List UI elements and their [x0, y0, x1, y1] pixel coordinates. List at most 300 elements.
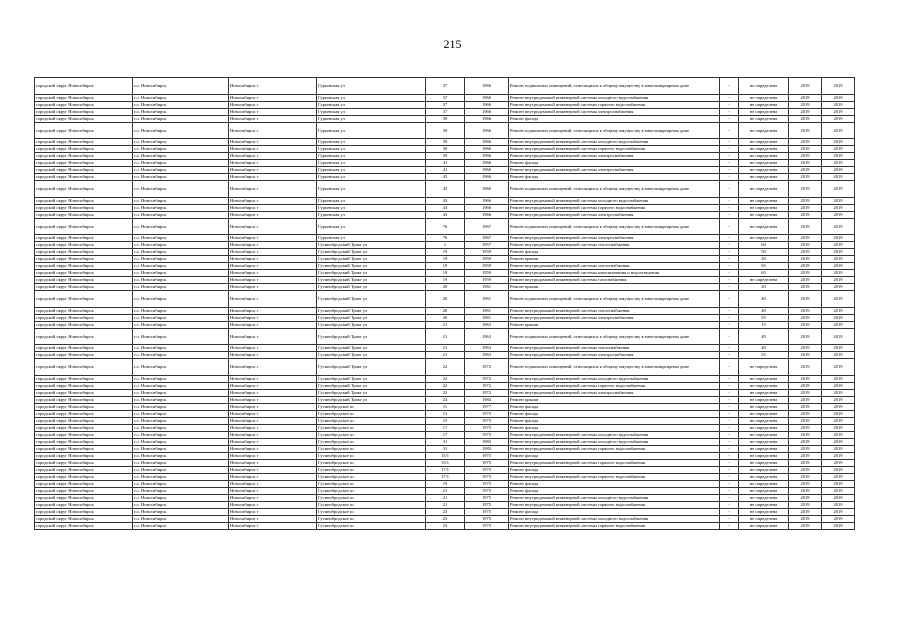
table-row [35, 211, 855, 218]
street-cell: Гусинобродский Тракт ул [317, 249, 426, 256]
house-number-cell: 39 [426, 153, 465, 160]
work-type-cell: Ремонт внутридомовой инженерной системы теплоснабжения [509, 345, 720, 352]
house-number-cell: 17/1 [426, 466, 465, 473]
house-number-cell: 20 [426, 284, 465, 291]
plan-start-cell: 2019 [789, 263, 822, 270]
volume-cell: - [720, 508, 739, 515]
volume-cell: - [720, 146, 739, 153]
volume-cell: - [720, 174, 739, 181]
plan-end-cell: 2019 [822, 291, 855, 308]
street-cell: Гусинобродское ш [317, 522, 426, 529]
district-cell: г.о. Новосибирск [133, 160, 229, 167]
plan-end-cell: 2019 [822, 466, 855, 473]
year-built-cell: 1966 [465, 174, 509, 181]
city-cell: Новосибирск г [229, 122, 317, 139]
house-number-cell: 15/1 [426, 459, 465, 466]
municipality-cell: городской округ Новосибирск [35, 466, 133, 473]
volume-cell: - [720, 167, 739, 174]
city-cell: Новосибирск г [229, 466, 317, 473]
house-number-cell: 76 [426, 218, 465, 235]
street-cell: Гусинобродский Тракт ул [317, 284, 426, 291]
year-built-cell: 1957 [465, 242, 509, 249]
cost-cell: не определена [739, 508, 789, 515]
volume-cell: - [720, 160, 739, 167]
work-type-cell: Ремонт внутридомовой инженерной системы горячего водоснабжения [509, 522, 720, 529]
table-row [35, 459, 855, 466]
house-number-cell: 19 [426, 263, 465, 270]
district-cell: г.о. Новосибирск [133, 263, 229, 270]
work-type-cell: Ремонт внутридомовой инженерной системы холодного водоснабжения [509, 139, 720, 146]
work-type-cell: Ремонт внутридомовой инженерной системы холодного водоснабжения [509, 438, 720, 445]
street-cell: Гусинобродское ш [317, 403, 426, 410]
city-cell: Новосибирск г [229, 115, 317, 122]
work-type-cell: Ремонт подвальных помещений, относящихся к общему имуществу в многоквартирном доме [509, 218, 720, 235]
year-built-cell: 1966 [465, 211, 509, 218]
district-cell: г.о. Новосибирск [133, 235, 229, 242]
plan-start-cell: 2019 [789, 403, 822, 410]
year-built-cell: 1975 [465, 410, 509, 417]
plan-start-cell: 2019 [789, 487, 822, 494]
district-cell: г.о. Новосибирск [133, 270, 229, 277]
table-row [35, 235, 855, 242]
house-number-cell: 17 [426, 431, 465, 438]
plan-start-cell: 2019 [789, 438, 822, 445]
city-cell: Новосибирск г [229, 494, 317, 501]
municipality-cell: городской округ Новосибирск [35, 396, 133, 403]
work-type-cell: Ремонт фасада [509, 249, 720, 256]
street-cell: Гусинобродское ш [317, 417, 426, 424]
cost-cell: не определена [739, 153, 789, 160]
table-row [35, 307, 855, 314]
work-type-cell: Ремонт фасада [509, 424, 720, 431]
year-built-cell: 1966 [465, 204, 509, 211]
cost-cell: не определена [739, 235, 789, 242]
city-cell: Новосибирск г [229, 389, 317, 396]
plan-end-cell: 2019 [822, 284, 855, 291]
volume-cell: - [720, 438, 739, 445]
district-cell: г.о. Новосибирск [133, 167, 229, 174]
house-number-cell: 39 [426, 139, 465, 146]
cost-cell: не определена [739, 396, 789, 403]
table-row [35, 242, 855, 249]
house-number-cell: 39 [426, 115, 465, 122]
house-number-cell: 17/1 [426, 473, 465, 480]
table-row [35, 94, 855, 101]
volume-cell: - [720, 522, 739, 529]
work-type-cell: Ремонт внутридомовой инженерной системы электроснабжения [509, 314, 720, 321]
cost-cell: не определена [739, 359, 789, 376]
plan-end-cell: 2019 [822, 438, 855, 445]
year-built-cell: 1959 [465, 277, 509, 284]
cost-cell: 65 [739, 270, 789, 277]
house-number-cell: 76 [426, 235, 465, 242]
volume-cell: - [720, 277, 739, 284]
house-number-cell: 37 [426, 94, 465, 101]
district-cell: г.о. Новосибирск [133, 204, 229, 211]
municipality-cell: городской округ Новосибирск [35, 146, 133, 153]
street-cell: Гурьевская ул [317, 153, 426, 160]
house-number-cell: 19 [426, 277, 465, 284]
plan-end-cell: 2019 [822, 139, 855, 146]
cost-cell: не определена [739, 473, 789, 480]
year-built-cell: 1959 [465, 256, 509, 263]
work-type-cell: Ремонт внутридомовой инженерной системы электроснабжения [509, 211, 720, 218]
table-row [35, 359, 855, 376]
work-type-cell: Ремонт внутридомовой инженерной системы холодного водоснабжения [509, 494, 720, 501]
work-type-cell: Ремонт внутридомовой инженерной системы горячего водоснабжения [509, 501, 720, 508]
plan-start-cell: 2019 [789, 94, 822, 101]
work-type-cell: Ремонт крыши [509, 396, 720, 403]
table-row [35, 417, 855, 424]
table-row [35, 375, 855, 382]
street-cell: Гурьевская ул [317, 160, 426, 167]
district-cell: г.о. Новосибирск [133, 501, 229, 508]
city-cell: Новосибирск г [229, 480, 317, 487]
plan-start-cell: 2019 [789, 345, 822, 352]
city-cell: Новосибирск г [229, 424, 317, 431]
municipality-cell: городской округ Новосибирск [35, 101, 133, 108]
house-number-cell: 43 [426, 181, 465, 198]
volume-cell: - [720, 501, 739, 508]
house-number-cell: 1 [426, 242, 465, 249]
house-number-cell: 24 [426, 396, 465, 403]
table-row [35, 270, 855, 277]
street-cell: Гусинобродское ш [317, 459, 426, 466]
table-row [35, 263, 855, 270]
plan-start-cell: 2019 [789, 424, 822, 431]
volume-cell: - [720, 108, 739, 115]
district-cell: г.о. Новосибирск [133, 94, 229, 101]
table-row [35, 139, 855, 146]
plan-start-cell: 2019 [789, 101, 822, 108]
plan-end-cell: 2019 [822, 78, 855, 95]
year-built-cell: 1966 [465, 78, 509, 95]
house-number-cell: 15 [426, 417, 465, 424]
municipality-cell: городской округ Новосибирск [35, 242, 133, 249]
plan-end-cell: 2019 [822, 473, 855, 480]
table-row [35, 410, 855, 417]
municipality-cell: городской округ Новосибирск [35, 522, 133, 529]
district-cell: г.о. Новосибирск [133, 218, 229, 235]
district-cell: г.о. Новосибирск [133, 403, 229, 410]
work-type-cell: Ремонт внутридомовой инженерной системы горячего водоснабжения [509, 382, 720, 389]
district-cell: г.о. Новосибирск [133, 139, 229, 146]
volume-cell: - [720, 445, 739, 452]
plan-start-cell: 2019 [789, 431, 822, 438]
street-cell: Гусинобродский Тракт ул [317, 352, 426, 359]
city-cell: Новосибирск г [229, 181, 317, 198]
volume-cell: - [720, 389, 739, 396]
street-cell: Гурьевская ул [317, 139, 426, 146]
cost-cell: 50 [739, 249, 789, 256]
year-built-cell: 1975 [465, 508, 509, 515]
work-type-cell: Ремонт подвальных помещений, относящихся к общему имуществу в многоквартирном доме [509, 181, 720, 198]
house-number-cell: 31 [426, 438, 465, 445]
plan-end-cell: 2019 [822, 501, 855, 508]
plan-end-cell: 2019 [822, 307, 855, 314]
cost-cell: 65 [739, 263, 789, 270]
street-cell: Гусинобродское ш [317, 494, 426, 501]
volume-cell: - [720, 515, 739, 522]
plan-start-cell: 2019 [789, 389, 822, 396]
table-row [35, 473, 855, 480]
street-cell: Гусинобродский Тракт ул [317, 389, 426, 396]
plan-start-cell: 2019 [789, 466, 822, 473]
house-number-cell: 20 [426, 291, 465, 308]
work-type-cell: Ремонт внутридомовой инженерной системы горячего водоснабжения [509, 204, 720, 211]
street-cell: Гурьевская ул [317, 211, 426, 218]
plan-end-cell: 2019 [822, 167, 855, 174]
volume-cell: - [720, 321, 739, 328]
city-cell: Новосибирск г [229, 218, 317, 235]
volume-cell: - [720, 235, 739, 242]
work-type-cell: Ремонт внутридомовой инженерной системы электроснабжения [509, 153, 720, 160]
cost-cell: не определена [739, 277, 789, 284]
street-cell: Гусинобродский Тракт ул [317, 359, 426, 376]
city-cell: Новосибирск г [229, 445, 317, 452]
plan-end-cell: 2019 [822, 431, 855, 438]
cost-cell: не определена [739, 410, 789, 417]
district-cell: г.о. Новосибирск [133, 256, 229, 263]
plan-start-cell: 2019 [789, 410, 822, 417]
plan-end-cell: 2019 [822, 403, 855, 410]
house-number-cell: 21 [426, 494, 465, 501]
district-cell: г.о. Новосибирск [133, 108, 229, 115]
cost-cell: не определена [739, 452, 789, 459]
city-cell: Новосибирск г [229, 291, 317, 308]
plan-end-cell: 2019 [822, 174, 855, 181]
municipality-cell: городской округ Новосибирск [35, 417, 133, 424]
work-type-cell: Ремонт внутридомовой инженерной системы горячего водоснабжения [509, 459, 720, 466]
plan-end-cell: 2019 [822, 389, 855, 396]
plan-end-cell: 2019 [822, 314, 855, 321]
municipality-cell: городской округ Новосибирск [35, 235, 133, 242]
cost-cell: не определена [739, 78, 789, 95]
plan-end-cell: 2019 [822, 242, 855, 249]
municipality-cell: городской округ Новосибирск [35, 256, 133, 263]
volume-cell: - [720, 249, 739, 256]
district-cell: г.о. Новосибирск [133, 153, 229, 160]
plan-end-cell: 2019 [822, 382, 855, 389]
plan-start-cell: 2019 [789, 284, 822, 291]
street-cell: Гусинобродское ш [317, 466, 426, 473]
volume-cell: - [720, 417, 739, 424]
cost-cell: не определена [739, 501, 789, 508]
year-built-cell: 1961 [465, 284, 509, 291]
table-row [35, 352, 855, 359]
city-cell: Новосибирск г [229, 139, 317, 146]
work-type-cell: Ремонт внутридомовой инженерной системы горячего водоснабжения [509, 146, 720, 153]
plan-start-cell: 2019 [789, 270, 822, 277]
street-cell: Гусинобродский Тракт ул [317, 321, 426, 328]
plan-start-cell: 2019 [789, 473, 822, 480]
house-number-cell: 21 [426, 501, 465, 508]
city-cell: Новосибирск г [229, 160, 317, 167]
street-cell: Гурьевская ул [317, 181, 426, 198]
house-number-cell: 20 [426, 314, 465, 321]
house-number-cell: 19 [426, 249, 465, 256]
street-cell: Гурьевская ул [317, 115, 426, 122]
district-cell: г.о. Новосибирск [133, 508, 229, 515]
work-type-cell: Ремонт крыши [509, 284, 720, 291]
municipality-cell: городской округ Новосибирск [35, 321, 133, 328]
volume-cell: - [720, 396, 739, 403]
table-row [35, 445, 855, 452]
city-cell: Новосибирск г [229, 515, 317, 522]
work-type-cell: Ремонт фасада [509, 410, 720, 417]
street-cell: Гусинобродское ш [317, 508, 426, 515]
year-built-cell: 1963 [465, 352, 509, 359]
plan-start-cell: 2019 [789, 375, 822, 382]
year-built-cell: 1967 [465, 218, 509, 235]
street-cell: Гурьевская ул [317, 78, 426, 95]
work-type-cell: Ремонт внутридомовой инженерной системы горячего водоснабжения [509, 473, 720, 480]
year-built-cell: 1963 [465, 321, 509, 328]
plan-end-cell: 2019 [822, 115, 855, 122]
city-cell: Новосибирск г [229, 263, 317, 270]
municipality-cell: городской округ Новосибирск [35, 314, 133, 321]
year-built-cell: 1959 [465, 270, 509, 277]
district-cell: г.о. Новосибирск [133, 328, 229, 345]
plan-end-cell: 2019 [822, 321, 855, 328]
table-row [35, 122, 855, 139]
house-number-cell: 23 [426, 522, 465, 529]
house-number-cell: 43 [426, 204, 465, 211]
volume-cell: - [720, 256, 739, 263]
district-cell: г.о. Новосибирск [133, 431, 229, 438]
table-row [35, 291, 855, 308]
street-cell: Гусинобродский Тракт ул [317, 307, 426, 314]
cost-cell: не определена [739, 115, 789, 122]
street-cell: Гусинобродский Тракт ул [317, 242, 426, 249]
year-built-cell: 1966 [465, 153, 509, 160]
volume-cell: - [720, 382, 739, 389]
volume-cell: - [720, 153, 739, 160]
city-cell: Новосибирск г [229, 417, 317, 424]
plan-end-cell: 2019 [822, 263, 855, 270]
year-built-cell: 1963 [465, 345, 509, 352]
plan-end-cell: 2019 [822, 522, 855, 529]
year-built-cell: 1966 [465, 197, 509, 204]
house-number-cell: 37 [426, 78, 465, 95]
cost-cell: 60 [739, 242, 789, 249]
volume-cell: - [720, 473, 739, 480]
house-number-cell: 31 [426, 445, 465, 452]
cost-cell: не определена [739, 438, 789, 445]
street-cell: Гурьевская ул [317, 122, 426, 139]
house-number-cell: 20 [426, 307, 465, 314]
year-built-cell: 1975 [465, 417, 509, 424]
district-cell: г.о. Новосибирск [133, 307, 229, 314]
plan-end-cell: 2019 [822, 424, 855, 431]
house-number-cell: 17 [426, 424, 465, 431]
district-cell: г.о. Новосибирск [133, 480, 229, 487]
cost-cell: не определена [739, 375, 789, 382]
cost-cell: не определена [739, 174, 789, 181]
table-row [35, 494, 855, 501]
table-row [35, 501, 855, 508]
plan-end-cell: 2019 [822, 359, 855, 376]
work-type-cell: Ремонт внутридомовой инженерной системы холодного водоснабжения [509, 431, 720, 438]
street-cell: Гусинобродское ш [317, 431, 426, 438]
house-number-cell: 39 [426, 122, 465, 139]
volume-cell: - [720, 181, 739, 198]
table-row [35, 218, 855, 235]
table-row [35, 522, 855, 529]
street-cell: Гусинобродский Тракт ул [317, 277, 426, 284]
year-built-cell: 1975 [465, 424, 509, 431]
plan-start-cell: 2019 [789, 452, 822, 459]
district-cell: г.о. Новосибирск [133, 321, 229, 328]
house-number-cell: 21 [426, 321, 465, 328]
cost-cell: не определена [739, 197, 789, 204]
municipality-cell: городской округ Новосибирск [35, 389, 133, 396]
plan-end-cell: 2019 [822, 445, 855, 452]
table-row [35, 480, 855, 487]
work-type-cell: Ремонт внутридомовой инженерной системы холодного водоснабжения [509, 515, 720, 522]
cost-cell: не определена [739, 211, 789, 218]
plan-start-cell: 2019 [789, 321, 822, 328]
volume-cell: - [720, 78, 739, 95]
work-type-cell: Ремонт фасада [509, 403, 720, 410]
municipality-cell: городской округ Новосибирск [35, 249, 133, 256]
district-cell: г.о. Новосибирск [133, 359, 229, 376]
city-cell: Новосибирск г [229, 242, 317, 249]
volume-cell: - [720, 403, 739, 410]
year-built-cell: 1975 [465, 501, 509, 508]
cost-cell: не определена [739, 204, 789, 211]
year-built-cell: 1975 [465, 487, 509, 494]
table-row [35, 167, 855, 174]
street-cell: Гусинобродский Тракт ул [317, 256, 426, 263]
volume-cell: - [720, 197, 739, 204]
city-cell: Новосибирск г [229, 403, 317, 410]
city-cell: Новосибирск г [229, 146, 317, 153]
district-cell: г.о. Новосибирск [133, 389, 229, 396]
city-cell: Новосибирск г [229, 153, 317, 160]
house-number-cell: 37 [426, 108, 465, 115]
municipality-cell: городской округ Новосибирск [35, 345, 133, 352]
work-type-cell: Ремонт внутридомовой инженерной системы канализования и водоотведения [509, 270, 720, 277]
plan-start-cell: 2019 [789, 249, 822, 256]
municipality-cell: городской округ Новосибирск [35, 263, 133, 270]
street-cell: Гурьевская ул [317, 174, 426, 181]
volume-cell: - [720, 139, 739, 146]
table-row [35, 181, 855, 198]
year-built-cell: 1966 [465, 146, 509, 153]
year-built-cell: 1966 [465, 115, 509, 122]
volume-cell: - [720, 242, 739, 249]
street-cell: Гусинобродское ш [317, 487, 426, 494]
plan-start-cell: 2019 [789, 242, 822, 249]
district-cell: г.о. Новосибирск [133, 277, 229, 284]
municipality-cell: городской округ Новосибирск [35, 375, 133, 382]
plan-end-cell: 2019 [822, 160, 855, 167]
cost-cell: не определена [739, 122, 789, 139]
cost-cell: 40 [739, 291, 789, 308]
year-built-cell: 1972 [465, 382, 509, 389]
city-cell: Новосибирск г [229, 359, 317, 376]
plan-end-cell: 2019 [822, 345, 855, 352]
table-row [35, 174, 855, 181]
city-cell: Новосибирск г [229, 270, 317, 277]
cost-cell: 40 [739, 345, 789, 352]
city-cell: Новосибирск г [229, 78, 317, 95]
municipality-cell: городской округ Новосибирск [35, 307, 133, 314]
cost-cell: не определена [739, 466, 789, 473]
municipality-cell: городской округ Новосибирск [35, 382, 133, 389]
street-cell: Гусинобродский Тракт ул [317, 314, 426, 321]
